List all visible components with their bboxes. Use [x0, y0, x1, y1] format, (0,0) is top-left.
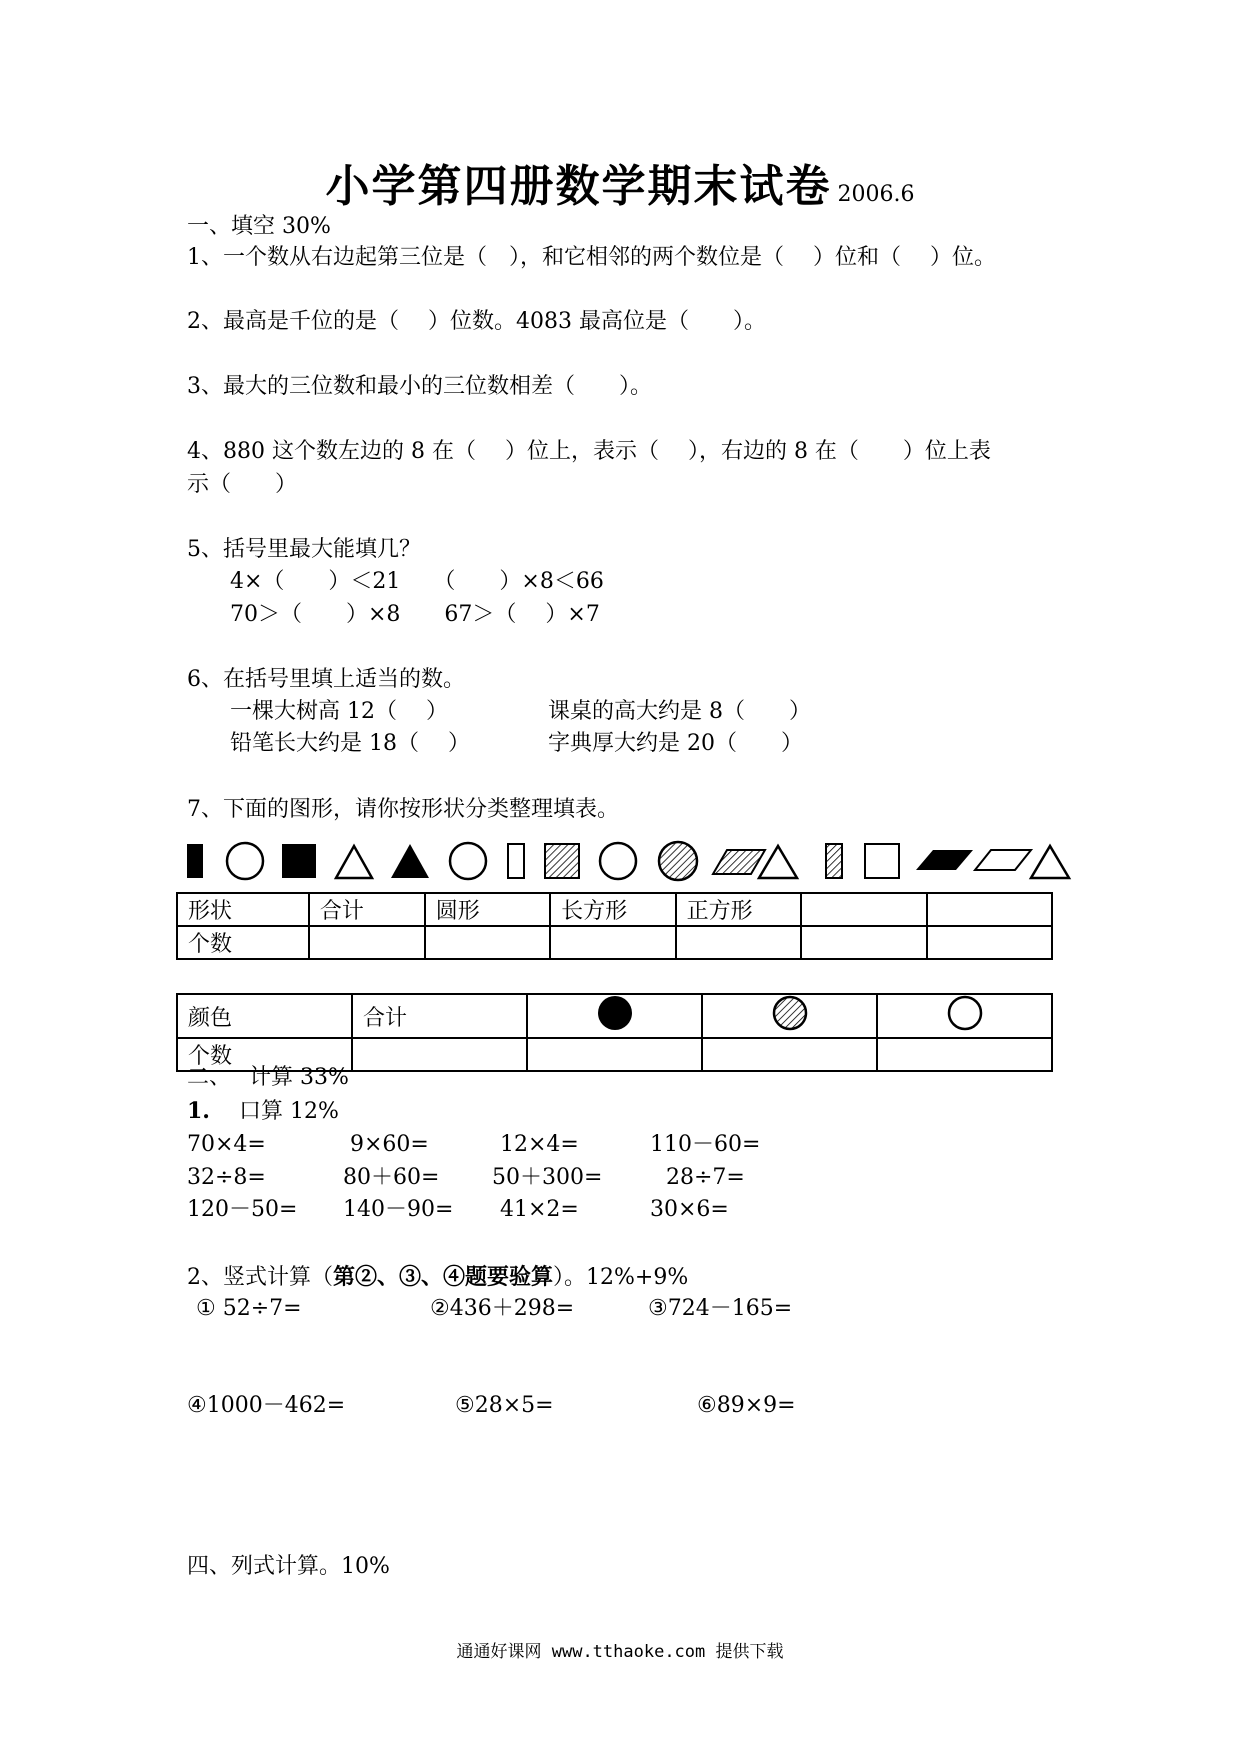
question-6-item-tree: 一棵大树高 12（ ） [230, 699, 448, 724]
question-6-item-desk: 课桌的高大约是 8（ ） [548, 699, 811, 724]
oral-calc-number: 1. [187, 1098, 210, 1124]
table-row [177, 893, 1052, 926]
vertical-problem: ① 52÷7= [196, 1296, 302, 1321]
white-circle-icon [943, 995, 987, 1031]
vertical-calc-post: ）。12%+9% [553, 1265, 689, 1290]
table-row-label: 个数 [177, 1038, 352, 1071]
table-row-label: 个数 [177, 926, 309, 959]
question-3: 3、最大的三位数和最小的三位数相差（ ）。 [187, 374, 652, 399]
question-6-item-pencil: 铅笔长大约是 18（ ） [230, 731, 470, 756]
question-5-row1: 4×（ ）＜21 （ ）×8＜66 [230, 569, 604, 594]
oral-calc-label: 口算 12% [209, 1099, 339, 1124]
question-4-line2: 示（ ） [187, 472, 298, 497]
white-rectangle-icon [508, 844, 524, 878]
color-count-table [176, 993, 1053, 1072]
hatched-square-icon [545, 844, 579, 878]
vertical-problem: ③724－165= [648, 1296, 793, 1321]
black-color-cell [527, 994, 702, 1038]
title-main: 小学第四册数学期末试卷 [325, 161, 832, 212]
vertical-problem: ⑥89×9= [697, 1393, 796, 1418]
hatched-circle-icon [659, 842, 697, 880]
vertical-calc-heading [187, 1262, 688, 1293]
table-answer-cell[interactable] [702, 1038, 877, 1071]
oral-problem: 140－90= [343, 1197, 454, 1222]
oral-problem: 12×4= [500, 1132, 579, 1157]
question-6: 6、在括号里填上适当的数。 [187, 667, 465, 692]
vertical-calc-pre: 2、竖式计算（ [187, 1265, 333, 1290]
question-4-line1: 4、880 这个数左边的 8 在（ ）位上，表示（ ），右边的 8 在（ ）位上表 [187, 439, 991, 464]
white-circle-icon [450, 843, 486, 879]
hatched-circle-icon [768, 995, 812, 1031]
table-row [177, 926, 1052, 959]
question-7: 7、下面的图形，请你按形状分类整理填表。 [187, 797, 619, 822]
oral-problem: 28÷7= [666, 1165, 745, 1190]
title-date: 2006.6 [837, 182, 915, 207]
black-rectangle-icon [187, 844, 203, 878]
vertical-problem: ②436＋298= [430, 1296, 575, 1321]
table-answer-cell[interactable] [425, 926, 550, 959]
vertical-calc-note: 第②、③、④题要验算 [333, 1264, 554, 1290]
vertical-problem: ⑤28×5= [455, 1393, 554, 1418]
question-5-row2: 70＞（ ）×8 67＞（ ）×7 [230, 602, 600, 627]
table-header-cell: 长方形 [550, 893, 675, 926]
table-blank-cell[interactable] [801, 893, 926, 926]
oral-problem: 70×4= [187, 1132, 266, 1157]
table-answer-cell[interactable] [801, 926, 926, 959]
black-circle-icon [593, 995, 637, 1031]
table-answer-cell[interactable] [352, 1038, 527, 1071]
hatched-parallelogram-icon [713, 850, 765, 874]
question-6-item-dictionary: 字典厚大约是 20（ ） [548, 731, 803, 756]
section1-heading: 一、填空 30% [187, 214, 331, 239]
oral-problem: 110－60= [650, 1132, 761, 1157]
shapes-row [185, 838, 1085, 888]
page-title [0, 150, 1240, 214]
section2-heading: 二、 计算 33% [187, 1065, 349, 1090]
table-header-cell: 合计 [309, 893, 425, 926]
table-header-cell: 颜色 [177, 994, 352, 1038]
oral-problem: 30×6= [650, 1197, 729, 1222]
white-circle-icon [227, 843, 263, 879]
table-header-cell: 合计 [352, 994, 527, 1038]
vertical-problem: ④1000－462= [187, 1393, 346, 1418]
table-answer-cell[interactable] [877, 1038, 1052, 1071]
white-parallelogram-icon [975, 850, 1031, 870]
hatched-color-cell [702, 994, 877, 1038]
hatched-rectangle-icon [826, 844, 842, 878]
oral-problem: 80＋60= [343, 1165, 440, 1190]
oral-calc-heading [187, 1096, 339, 1127]
oral-problem: 50＋300= [492, 1165, 603, 1190]
table-answer-cell[interactable] [309, 926, 425, 959]
white-triangle-icon [1031, 846, 1069, 878]
oral-problem: 41×2= [500, 1197, 579, 1222]
section4-heading: 四、列式计算。10% [187, 1554, 390, 1579]
question-2: 2、最高是千位的是（ ）位数。4083 最高位是（ ）。 [187, 309, 766, 334]
table-header-cell: 圆形 [425, 893, 550, 926]
table-answer-cell[interactable] [676, 926, 801, 959]
table-row [177, 994, 1052, 1038]
white-color-cell [877, 994, 1052, 1038]
table-answer-cell[interactable] [527, 1038, 702, 1071]
question-5: 5、括号里最大能填几？ [187, 537, 421, 562]
black-triangle-icon [391, 844, 429, 878]
shape-count-table [176, 892, 1053, 960]
table-header-cell: 正方形 [676, 893, 801, 926]
white-triangle-icon [336, 846, 372, 878]
question-1: 1、一个数从右边起第三位是（ ），和它相邻的两个数位是（ ）位和（ ）位。 [187, 245, 996, 270]
white-circle-icon [600, 843, 636, 879]
oral-problem: 9×60= [350, 1132, 429, 1157]
oral-problem: 120－50= [187, 1197, 298, 1222]
oral-problem: 32÷8= [187, 1165, 266, 1190]
table-answer-cell[interactable] [927, 926, 1052, 959]
table-answer-cell[interactable] [550, 926, 675, 959]
table-header-cell: 形状 [177, 893, 309, 926]
black-parallelogram-icon [916, 850, 973, 870]
footer-download-note: 通通好课网 www.tthaoke.com 提供下载 [456, 1642, 784, 1662]
black-square-icon [282, 844, 316, 878]
white-square-icon [865, 844, 899, 878]
table-blank-cell[interactable] [927, 893, 1052, 926]
